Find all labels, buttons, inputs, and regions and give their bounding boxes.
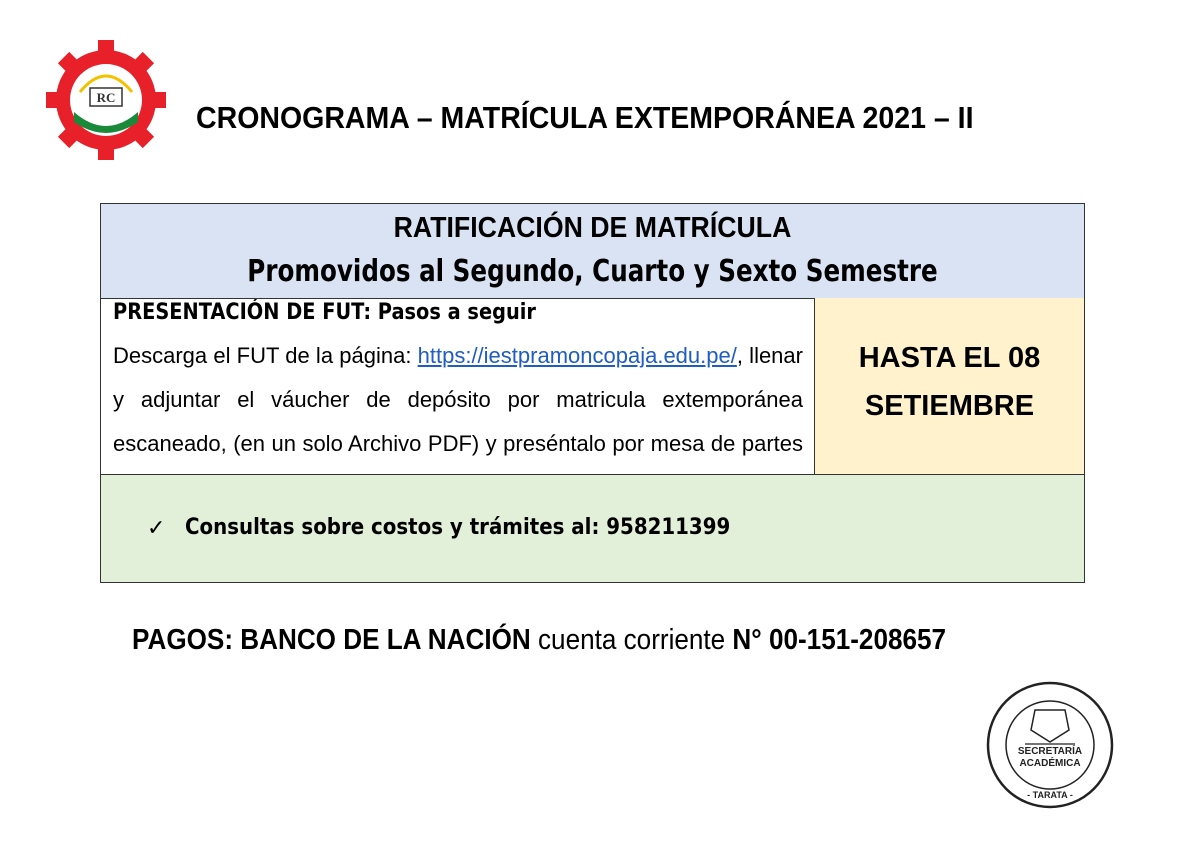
payment-bank: PAGOS: BANCO DE LA NACIÓN: [132, 624, 531, 656]
heading-line1: RATIFICACIÓN DE MATRÍCULA: [393, 212, 792, 244]
steps-text-before: Descarga el FUT de la página:: [113, 343, 418, 368]
consult-cell: [101, 475, 1084, 582]
payment-account-number: N° 00-151-208657: [732, 624, 947, 656]
seal-center-line2: ACADÉMICA: [1019, 758, 1081, 769]
schedule-heading: [101, 204, 1084, 299]
schedule-box: [100, 203, 1085, 583]
steps-text-after: , llenar y adjuntar el váucher de depósito por matricula extemporánea escaneado, (en un solo Archivo PDF) y preséntalo por mesa de partes: [113, 343, 803, 456]
consult-text: Consultas sobre costos y trámites al: 958211399: [185, 515, 731, 540]
page-title: CRONOGRAMA – MATRÍCULA EXTEMPORÁNEA 2021 – II: [196, 100, 974, 135]
deadline-line2: SETIEMBRE: [864, 390, 1035, 422]
institution-logo: [46, 40, 166, 160]
deadline-cell: [815, 298, 1084, 475]
heading-line2: Promovidos al Segundo, Cuarto y Sexto Semestre: [247, 254, 938, 289]
steps-cell: [101, 298, 815, 475]
academic-secretary-seal: [985, 680, 1115, 810]
deadline-line1: HASTA EL 08: [858, 342, 1041, 374]
check-icon: ✓: [147, 515, 166, 540]
seal-center-line1: SECRETARÍA: [1017, 746, 1083, 757]
payment-line: [132, 624, 946, 657]
logo-initials: RC: [96, 90, 116, 105]
steps-title: PRESENTACIÓN DE FUT: Pasos a seguir: [113, 300, 536, 325]
seal-bottom-text: - TARATA -: [1027, 790, 1073, 800]
payment-account-type: cuenta corriente: [530, 624, 733, 656]
fut-link[interactable]: https://iestpramoncopaja.edu.pe/: [417, 343, 737, 368]
